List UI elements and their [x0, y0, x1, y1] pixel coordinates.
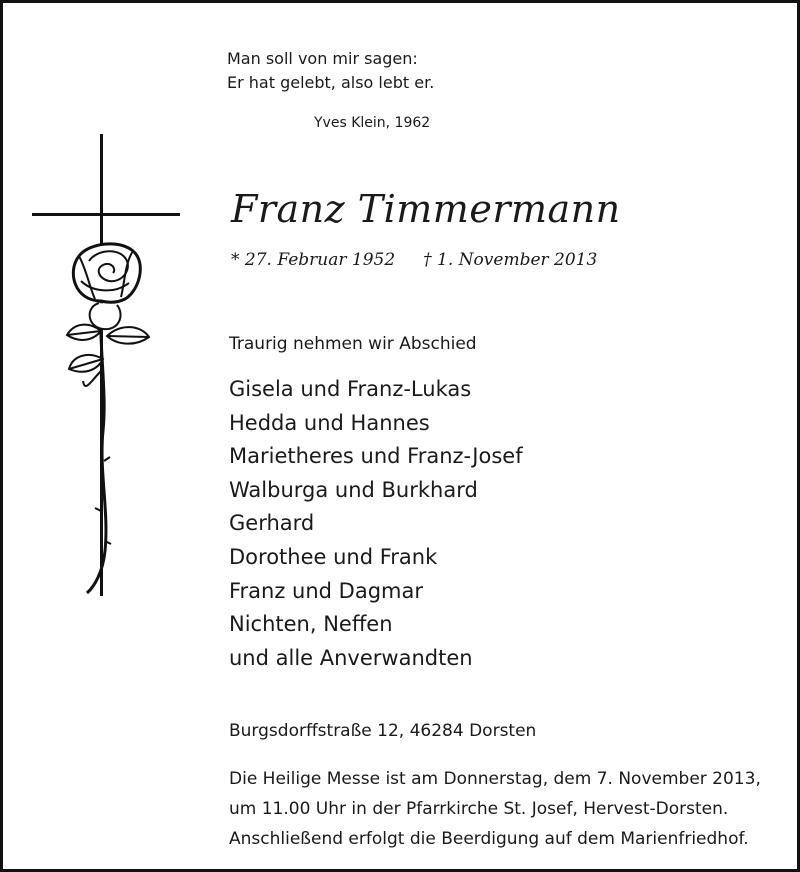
mourner-item: Hedda und Hannes — [229, 410, 430, 435]
mourner-item: Gerhard — [229, 511, 315, 536]
birth-date: * 27. Februar 1952 — [231, 250, 396, 270]
mass-notice — [229, 764, 769, 854]
quote-attribution: Yves Klein, 1962 — [314, 115, 431, 131]
mourners-list — [229, 373, 523, 675]
mourner-item: Marietheres und Franz-Josef — [229, 444, 523, 469]
mourner-item: Dorothee und Frank — [229, 544, 438, 569]
death-date: † 1. November 2013 — [423, 250, 598, 270]
mass-notice-line-2: um 11.00 Uhr in der Pfarrkirche St. Josef, Hervest-Dorsten. — [229, 799, 729, 819]
life-dates — [231, 250, 597, 270]
mourner-item: Gisela und Franz-Lukas — [229, 377, 472, 401]
mourner-item: und alle Anverwandten — [229, 645, 473, 670]
cross-rose-illustration — [29, 131, 189, 601]
quote-line-1: Man soll von mir sagen: — [227, 49, 418, 68]
rose-icon — [67, 244, 149, 593]
deceased-name: Franz Timmermann — [231, 187, 621, 231]
mass-notice-line-1: Die Heilige Messe ist am Donnerstag, dem 7. November 2013, — [229, 769, 761, 789]
family-address: Burgsdorffstraße 12, 46284 Dorsten — [229, 721, 537, 741]
mourner-item: Nichten, Neffen — [229, 612, 393, 637]
quote-line-2: Er hat gelebt, also lebt er. — [227, 73, 435, 92]
farewell-text: Traurig nehmen wir Abschied — [229, 334, 477, 354]
epigraph-quote — [227, 47, 434, 95]
mourner-item: Franz und Dagmar — [229, 578, 424, 603]
mourner-item: Walburga und Burkhard — [229, 477, 478, 502]
mass-notice-line-3: Anschließend erfolgt die Beerdigung auf dem Marienfriedhof. — [229, 829, 749, 849]
